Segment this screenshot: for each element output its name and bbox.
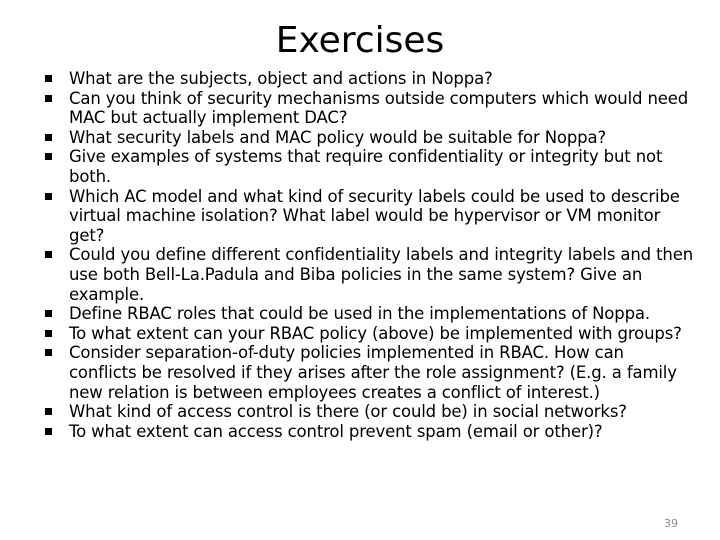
bullet-text: What kind of access control is there (or could be) in social networks?: [69, 402, 627, 422]
bullet-text: Define RBAC roles that could be used in the implementations of Noppa.: [69, 304, 650, 324]
bullet-text: Which AC model and what kind of security labels could be used to describe virtual machine isolation? What label would be hypervisor or VM monitor get?: [69, 186, 680, 245]
bullet-item: [44, 69, 694, 89]
square-bullet-icon: [45, 153, 52, 160]
bullet-text: Consider separation-of-duty policies implemented in RBAC. How can conflicts be resolved if they arises after the role assignment? (E.g. a family new relation is between employees creates a conflict of interest.): [69, 343, 677, 402]
square-bullet-icon: [45, 408, 52, 415]
bullet-text: What are the subjects, object and actions in Noppa?: [69, 69, 493, 88]
square-bullet-icon: [45, 193, 52, 200]
bullet-item: [44, 245, 694, 304]
bullet-text: What security labels and MAC policy would be suitable for Noppa?: [69, 127, 607, 147]
square-bullet-icon: [45, 95, 52, 102]
page-number: 39: [664, 517, 678, 530]
bullet-item: [44, 324, 694, 344]
bullet-item: [44, 187, 694, 246]
bullet-text: To what extent can your RBAC policy (above) be implemented with groups?: [69, 323, 682, 343]
bullet-text: Can you think of security mechanisms outside computers which would need MAC but actually implement DAC?: [69, 88, 689, 128]
bullet-text: To what extent can access control prevent spam (email or other)?: [69, 421, 603, 441]
bullet-list: [44, 69, 694, 441]
square-bullet-icon: [45, 349, 52, 356]
bullet-item: [44, 343, 694, 402]
bullet-item: [44, 422, 694, 442]
bullet-text: Give examples of systems that require confidentiality or integrity but not both.: [69, 147, 663, 186]
slide-title: Exercises: [275, 20, 445, 61]
bullet-item: [44, 89, 694, 128]
square-bullet-icon: [45, 428, 52, 435]
bullet-item: [44, 304, 694, 324]
square-bullet-icon: [45, 134, 52, 141]
square-bullet-icon: [45, 75, 52, 82]
square-bullet-icon: [45, 330, 52, 337]
square-bullet-icon: [45, 251, 52, 258]
bullet-item: [44, 128, 694, 148]
bullet-item: [44, 147, 694, 186]
bullet-text: Could you define different confidentiality labels and integrity labels and then use both Bell-La.Padula and Biba policies in the same system? Give an example.: [69, 245, 694, 304]
square-bullet-icon: [45, 310, 52, 317]
bullet-item: [44, 402, 694, 422]
